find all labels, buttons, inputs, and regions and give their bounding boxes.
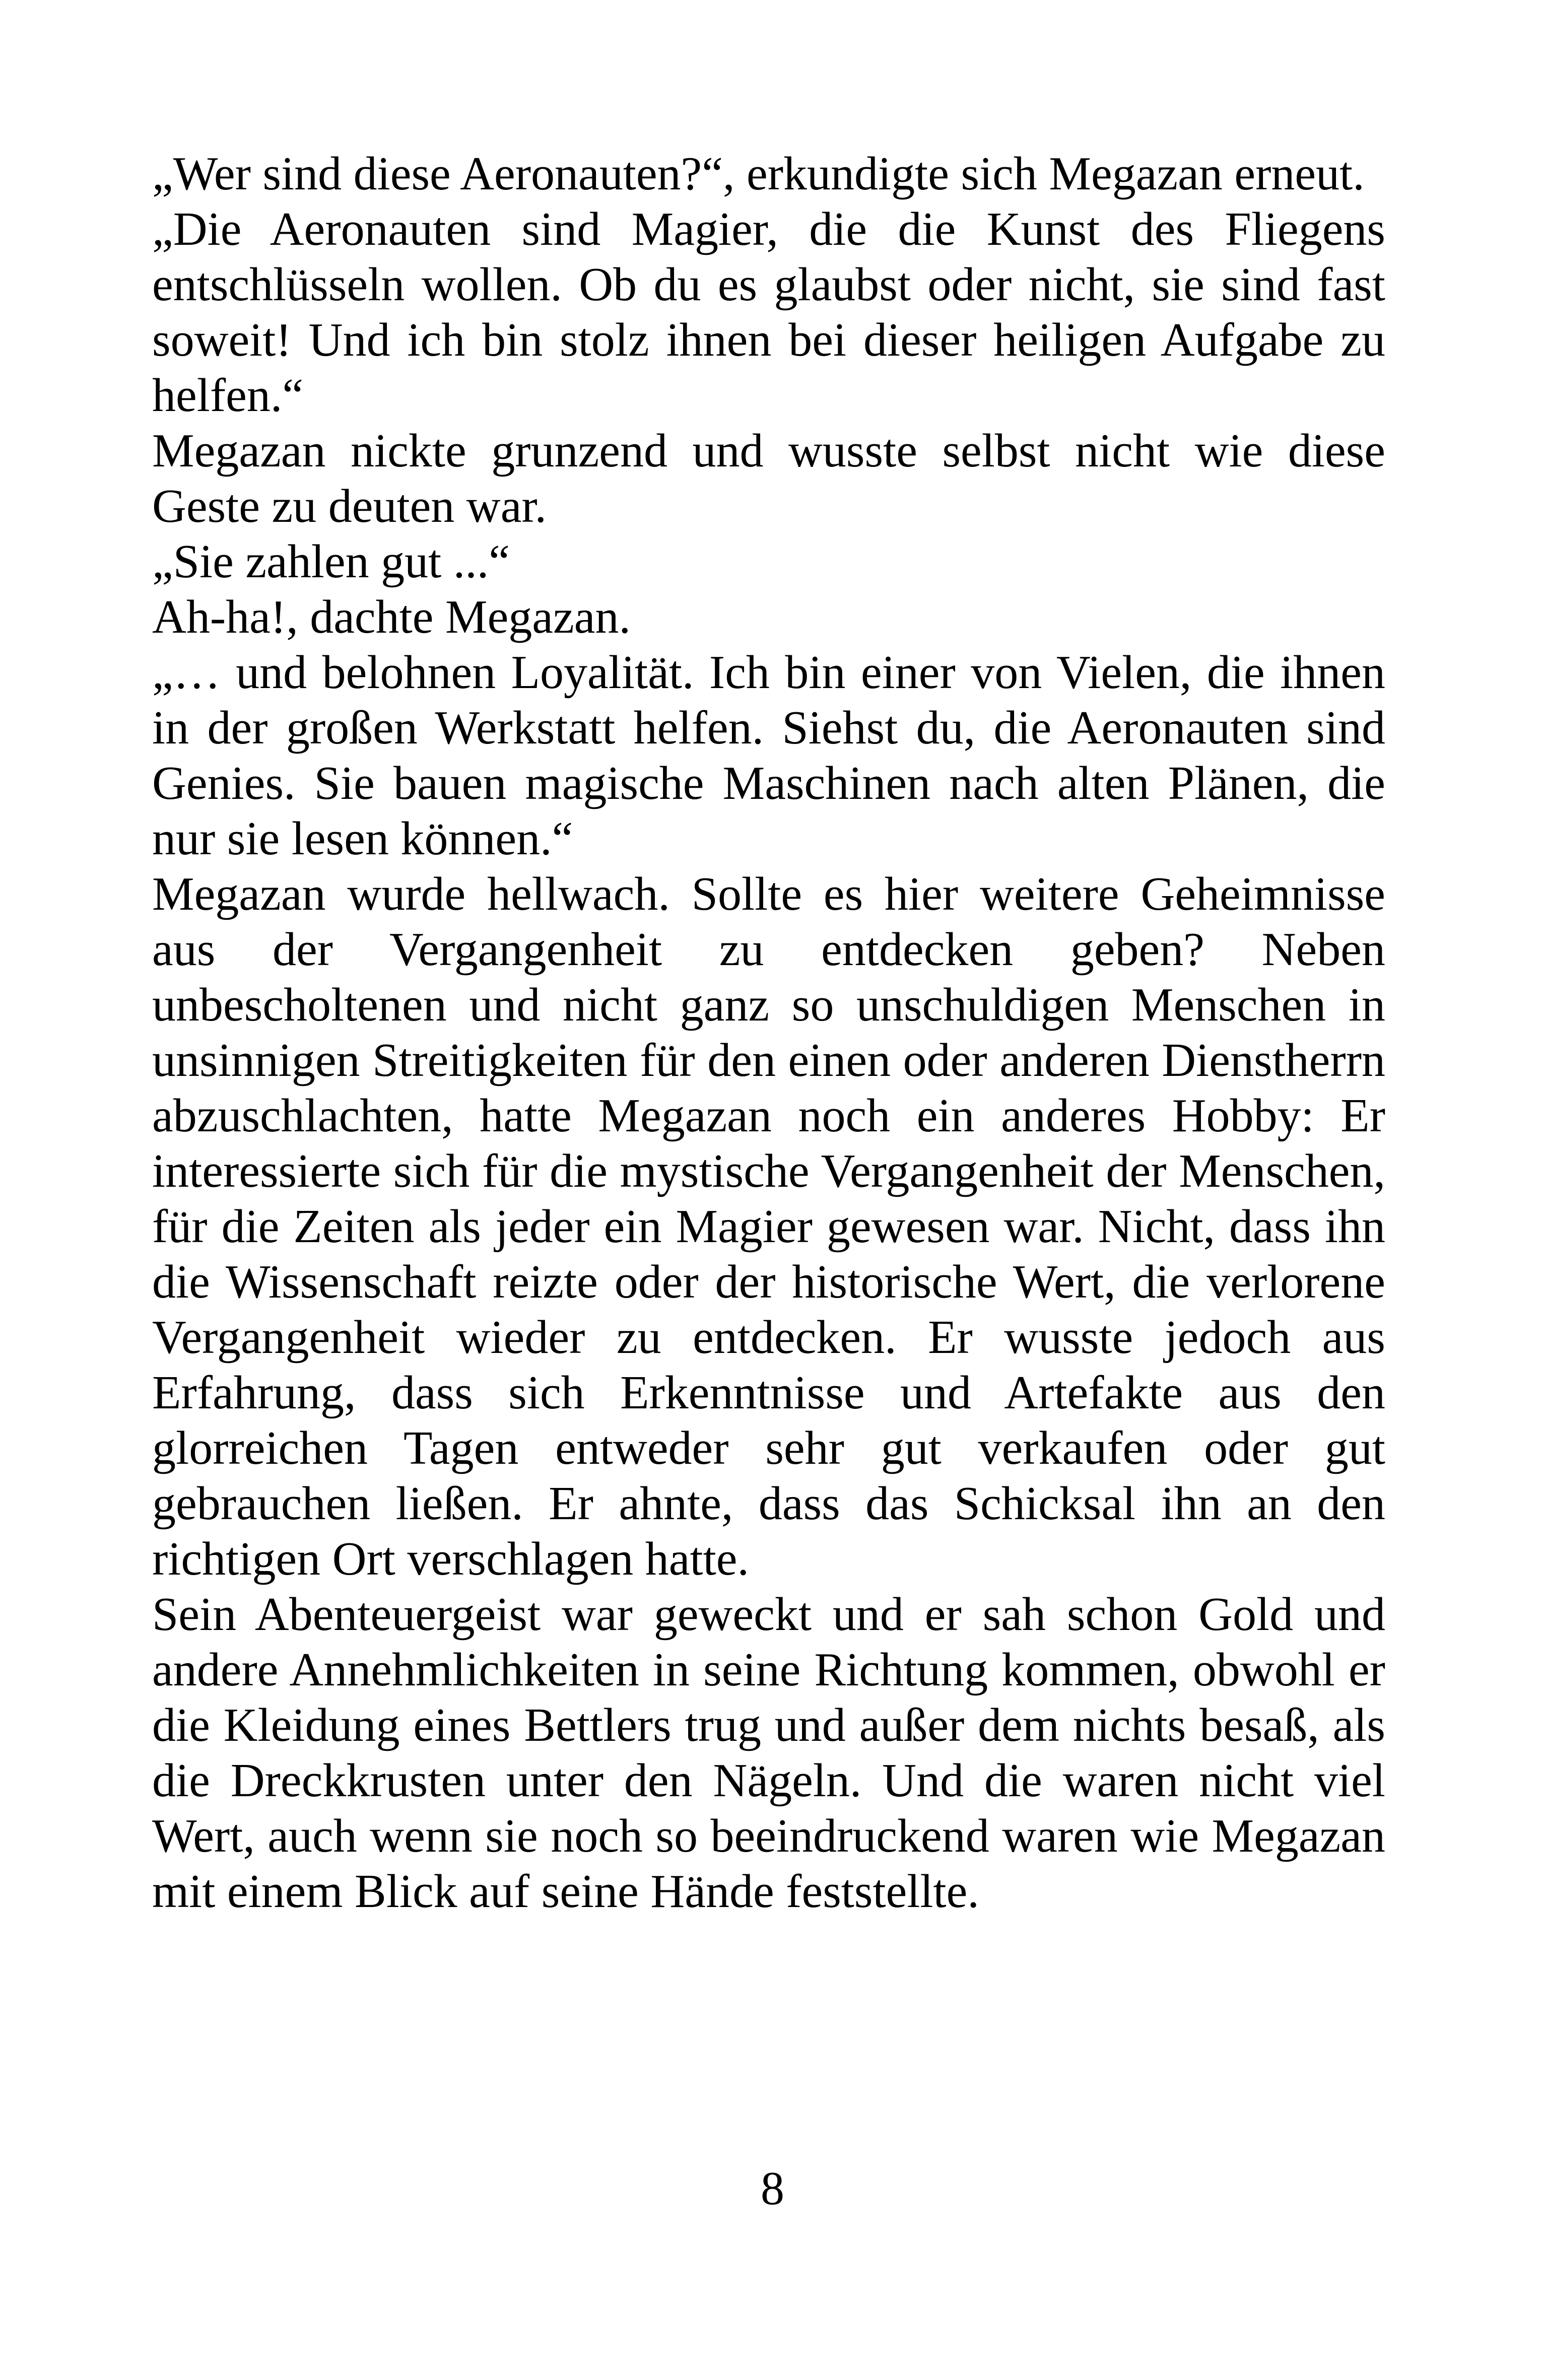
paragraph-4: „Sie zahlen gut ...“: [152, 535, 510, 588]
paragraph-2: „Die Aeronauten sind Magier, die die Kunst des Fliegens entschlüsseln wollen. Ob du es glaubst oder nicht, sie sind fast soweit! Und ich bin stolz ihnen bei dieser heiligen Aufgabe zu helfen.“: [152, 203, 1385, 422]
page-number: 8: [761, 2162, 784, 2215]
paragraph-8: Sein Abenteuergeist war geweckt und er sah schon Gold und andere Annehmlichkeiten in seine Richtung kommen, obwohl er die Kleidung eines Bettlers trug und außer dem nichts besaß, als die Dreckkrusten unter den Nägeln. Und die waren nicht viel Wert, auch wenn sie noch so beeindruckend waren wie Megazan mit einem Blick auf seine Hände feststellte.: [152, 1588, 1385, 1918]
paragraph-7: Megazan wurde hellwach. Sollte es hier weitere Geheimnisse aus der Vergangenheit zu entdecken geben? Neben unbescholtenen und nicht ganz so unschuldigen Menschen in unsinnigen Streitigkeiten für den einen oder anderen Dienstherrn abzuschlachten, hatte Megazan noch ein anderes Hobby: Er interessierte sich für die mystische Vergangenheit der Menschen, für die Zeiten als jeder ein Magier gewesen war. Nicht, dass ihn die Wissenschaft reizte oder der historische Wert, die verlorene Vergangenheit wieder zu entdecken. Er wusste jedoch aus Erfahrung, dass sich Erkenntnisse und Artefakte aus den glorreichen Tagen entweder sehr gut verkaufen oder gut gebrauchen ließen. Er ahnte, dass das Schicksal ihn an den richtigen Ort verschlagen hatte.: [152, 868, 1385, 1585]
paragraph-5: Ah-ha!, dachte Megazan.: [152, 591, 631, 643]
paragraph-6: „… und belohnen Loyalität. Ich bin einer von Vielen, die ihnen in der großen Werkstatt helfen. Siehst du, die Aeronauten sind Genies. Sie bauen magische Maschinen nach alten Plänen, die nur sie lesen können.“: [152, 646, 1385, 865]
paragraph-1: „Wer sind diese Aeronauten?“, erkundigte sich Megazan erneut.: [152, 148, 1365, 200]
paragraph-3: Megazan nickte grunzend und wusste selbst nicht wie diese Geste zu deuten war.: [152, 425, 1385, 532]
body-text: [152, 146, 1385, 1919]
